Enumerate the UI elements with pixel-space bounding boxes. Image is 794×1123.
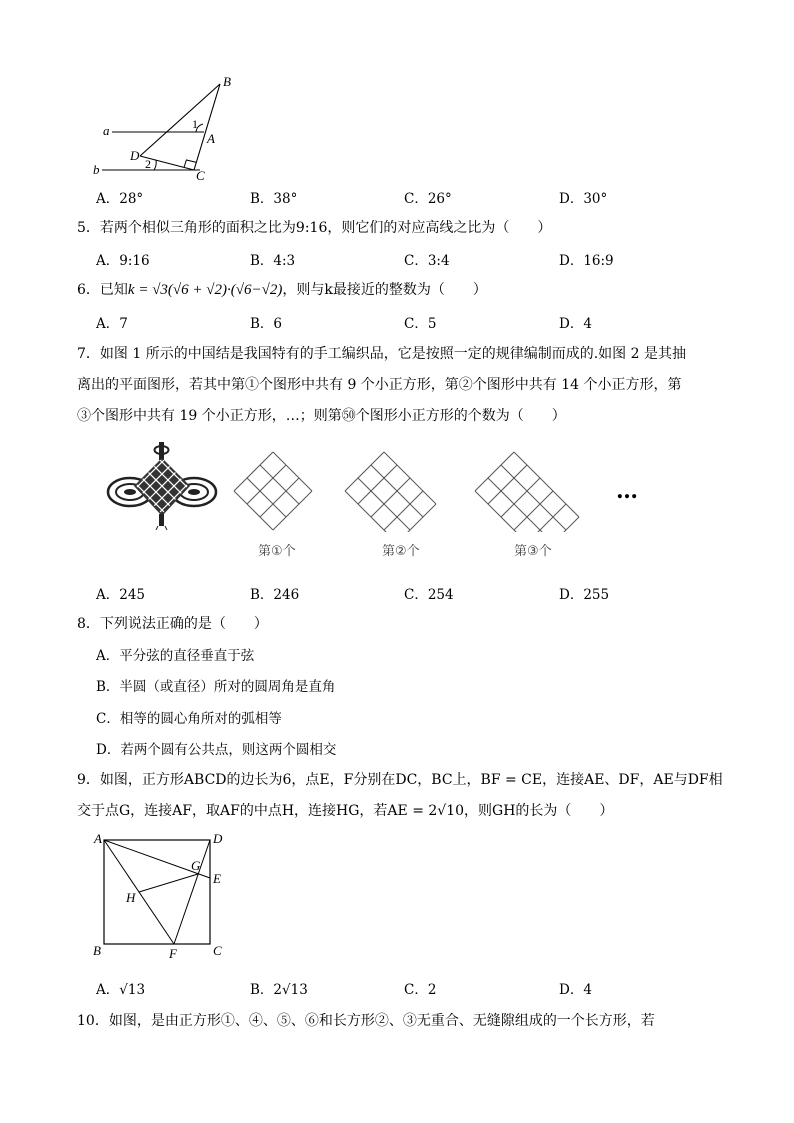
q7-option-a: A．245 (96, 587, 146, 603)
q4-label-D: D (130, 148, 140, 163)
q7-stem-line3: ③个图形中共有 19 个小正方形，…；则第㊿个图形小正方形的个数为（ ） (77, 408, 566, 424)
q6-option-b: B．6 (250, 316, 283, 332)
q6-option-c: C．5 (404, 316, 437, 332)
q7-option-c: C．254 (404, 587, 454, 603)
pattern-figure-2 (343, 450, 453, 532)
q5-option-c: C．3:4 (404, 253, 450, 269)
q9-option-d: D．4 (559, 982, 592, 998)
q8-option-a: A．平分弦的直径垂直于弦 (96, 648, 255, 664)
q9-label-H: H (126, 890, 136, 905)
pattern-caption-2: 第②个 (382, 544, 420, 559)
q4-angle-2: 2 (145, 157, 151, 171)
q4-option-d: D．30° (559, 191, 608, 207)
q7-option-d: D．255 (559, 587, 610, 603)
q6-option-d: D．4 (559, 316, 592, 332)
q6-prefix: 6．已知 (77, 282, 128, 298)
q9-square-figure (90, 830, 230, 962)
q9-label-D: D (213, 831, 223, 846)
q4-label-a: a (103, 123, 110, 138)
q4-label-A: A (207, 131, 215, 146)
q9-label-B: B (93, 943, 101, 958)
q4-label-C: C (196, 168, 205, 182)
q9-label-E: E (213, 871, 221, 886)
pattern-caption-1: 第①个 (258, 544, 296, 559)
q7-stem-line2: 离出的平面图形，若其中第①个图形中共有 9 个小正方形，第②个图形中共有 14 个小正方形，第 (77, 377, 682, 393)
pattern-ellipsis: … (616, 478, 638, 504)
q4-angle-1: 1 (192, 117, 198, 131)
q4-label-b: b (93, 162, 100, 177)
q9-label-G: G (191, 858, 201, 873)
q6-suffix: ，则与k最接近的整数为（ ） (282, 282, 487, 298)
q5-stem: 5．若两个相似三角形的面积之比为9:16，则它们的对应高线之比为（ ） (77, 220, 552, 236)
q6-option-a: A．7 (96, 316, 128, 332)
q9-label-F: F (169, 946, 177, 961)
q5-option-b: B．4:3 (250, 253, 296, 269)
pattern-figure-1 (232, 450, 316, 532)
q4-option-c: C．26° (404, 191, 452, 207)
q10-stem: 10．如图，是由正方形①、④、⑤、⑥和长方形②、③无重合、无缝隙组成的一个长方形，若 (77, 1013, 655, 1029)
q4-figure (88, 72, 238, 182)
q8-option-c: C．相等的圆心角所对的弧相等 (96, 711, 282, 727)
q9-label-A: A (94, 831, 102, 846)
q7-option-b: B．246 (250, 587, 300, 603)
q5-option-a: A．9:16 (96, 253, 150, 269)
q6-stem (77, 279, 487, 299)
q6-formula: k = √3(√6 + √2)·(√6−√2) (127, 282, 283, 298)
q8-option-d: D．若两个圆有公共点，则这两个圆相交 (96, 742, 337, 758)
q7-stem-line1: 7．如图 1 所示的中国结是我国特有的手工编织品，它是按照一定的规律编制而成的.如图 2 是其抽 (77, 346, 686, 362)
q8-option-b: B．半圆（或直径）所对的圆周角是直角 (96, 679, 336, 695)
q9-option-c: C．2 (404, 982, 437, 998)
q4-option-b: B．38° (250, 191, 298, 207)
q9-stem-line1: 9．如图，正方形ABCD的边长为6，点E，F分别在DC，BC上，BF = CE，连接AE、DF，AE与DF相 (77, 772, 723, 788)
q8-stem: 8．下列说法正确的是（ ） (77, 616, 268, 632)
pattern-figure-3 (473, 450, 605, 532)
q5-option-d: D．16:9 (559, 253, 614, 269)
q9-option-a: A．√13 (96, 982, 146, 998)
q4-option-a: A．28° (96, 191, 144, 207)
q4-label-B: B (223, 74, 231, 89)
pattern-caption-3: 第③个 (514, 544, 552, 559)
q9-label-C: C (213, 943, 222, 958)
chinese-knot-image (106, 440, 218, 530)
q9-option-b: B．2√13 (250, 982, 308, 998)
q9-stem-line2: 交于点G，连接AF，取AF的中点H，连接HG，若AE = 2√10，则GH的长为（ ） (77, 803, 614, 819)
